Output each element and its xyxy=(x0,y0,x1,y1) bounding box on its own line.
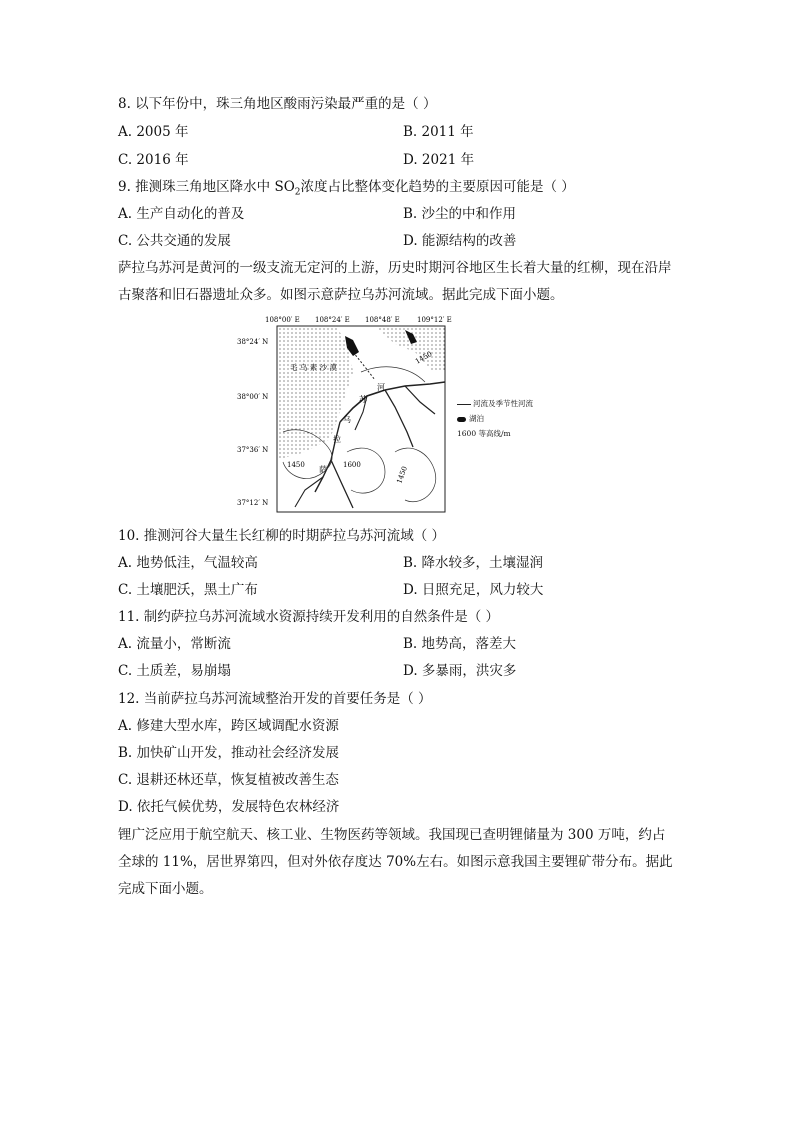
q11-option-a: A. 流量小，常断流 xyxy=(118,636,231,652)
q11-option-c: C. 土质差，易崩塌 xyxy=(118,663,231,679)
salawusu-basin-map xyxy=(235,312,533,517)
q8-stem: 8. 以下年份中，珠三角地区酸雨污染最严重的是（ ） xyxy=(118,96,437,112)
q9-stem: 9. 推测珠三角地区降水中 $SO_2$浓度占比整体变化趋势的主要原因可能是（ ） xyxy=(118,179,575,198)
contour-label: 1450 xyxy=(414,349,434,366)
q11-stem: 11. 制约萨拉乌苏河流域水资源持续开发利用的自然条件是（ ） xyxy=(118,609,500,625)
lat-label: 37°36′ N xyxy=(237,446,269,454)
q10-option-c: C. 土壤肥沃，黑土广布 xyxy=(118,582,258,598)
region-label: 毛 乌 素 沙 漠 xyxy=(290,363,338,372)
q10-option-b: B. 降水较多，土壤湿润 xyxy=(403,555,544,571)
q10-stem: 10. 推测河谷大量生长红柳的时期萨拉乌苏河流域（ ） xyxy=(118,528,446,544)
q11-option-d: D. 多暴雨，洪灾多 xyxy=(403,663,517,679)
passage-salawusu: 萨拉乌苏河是黄河的一级支流无定河的上游，历史时期河谷地区生长着大量的红柳，现在沿岸古聚落和旧石器遗址众多。如图示意萨拉乌苏河流域。据此完成下面小题。 xyxy=(118,260,672,303)
q12-option-a: A. 修建大型水库，跨区域调配水资源 xyxy=(118,718,339,734)
q12-option-d: D. 依托气候优势，发展特色农林经济 xyxy=(118,799,340,815)
q12-option-b: B. 加快矿山开发，推动社会经济发展 xyxy=(118,745,340,761)
q9-option-b: B. 沙尘的中和作用 xyxy=(403,206,517,222)
q8-option-b: B. 2011 年 xyxy=(403,124,474,140)
q9-option-d: D. 能源结构的改善 xyxy=(403,233,517,249)
lat-label: 38°24′ N xyxy=(237,338,269,346)
river-char: 乌 xyxy=(343,415,351,424)
river-char: 河 xyxy=(377,383,385,392)
river-char: 拉 xyxy=(333,435,341,444)
contour-label: 1450 xyxy=(287,461,305,469)
lat-label: 37°12′ N xyxy=(237,499,269,507)
q8-option-a: A. 2005 年 xyxy=(118,124,189,140)
q12-option-c: C. 退耕还林还草，恢复植被改善生态 xyxy=(118,772,339,788)
lon-label: 108°00′ E xyxy=(265,316,300,324)
q11-option-b: B. 地势高，落差大 xyxy=(403,636,517,652)
lon-label: 108°24′ E xyxy=(315,316,350,324)
lon-label: 109°12′ E xyxy=(417,316,452,324)
passage-lithium: 锂广泛应用于航空航天、核工业、生物医药等领域。我国现已查明锂储量为 300 万吨，约占全球的 11%，居世界第四，但对外依存度达 70%左右。如图示意我国主要锂矿带分布。据此完成下面小题。 xyxy=(118,827,673,897)
q10-option-a: A. 地势低洼，气温较高 xyxy=(118,555,258,571)
river-char: 萨 xyxy=(319,465,327,474)
q8-option-c: C. 2016 年 xyxy=(118,152,189,168)
q9-option-c: C. 公共交通的发展 xyxy=(118,233,231,249)
legend-river: 河流及季节性河流 xyxy=(457,396,533,411)
lat-label: 38°00′ N xyxy=(237,393,269,401)
q8-option-d: D. 2021 年 xyxy=(403,152,475,168)
q12-stem: 12. 当前萨拉乌苏河流域整治开发的首要任务是（ ） xyxy=(118,691,432,707)
legend-lake: 湖泊 xyxy=(457,411,533,426)
map-legend xyxy=(457,396,533,441)
q10-option-d: D. 日照充足，风力较大 xyxy=(403,582,544,598)
q9-option-a: A. 生产自动化的普及 xyxy=(118,206,245,222)
contour-label: 1450 xyxy=(395,465,409,485)
lon-label: 108°48′ E xyxy=(365,316,400,324)
legend-contour: 1600 等高线/m xyxy=(457,429,511,438)
contour-label: 1600 xyxy=(343,461,361,469)
river-char: 苏 xyxy=(359,395,367,404)
